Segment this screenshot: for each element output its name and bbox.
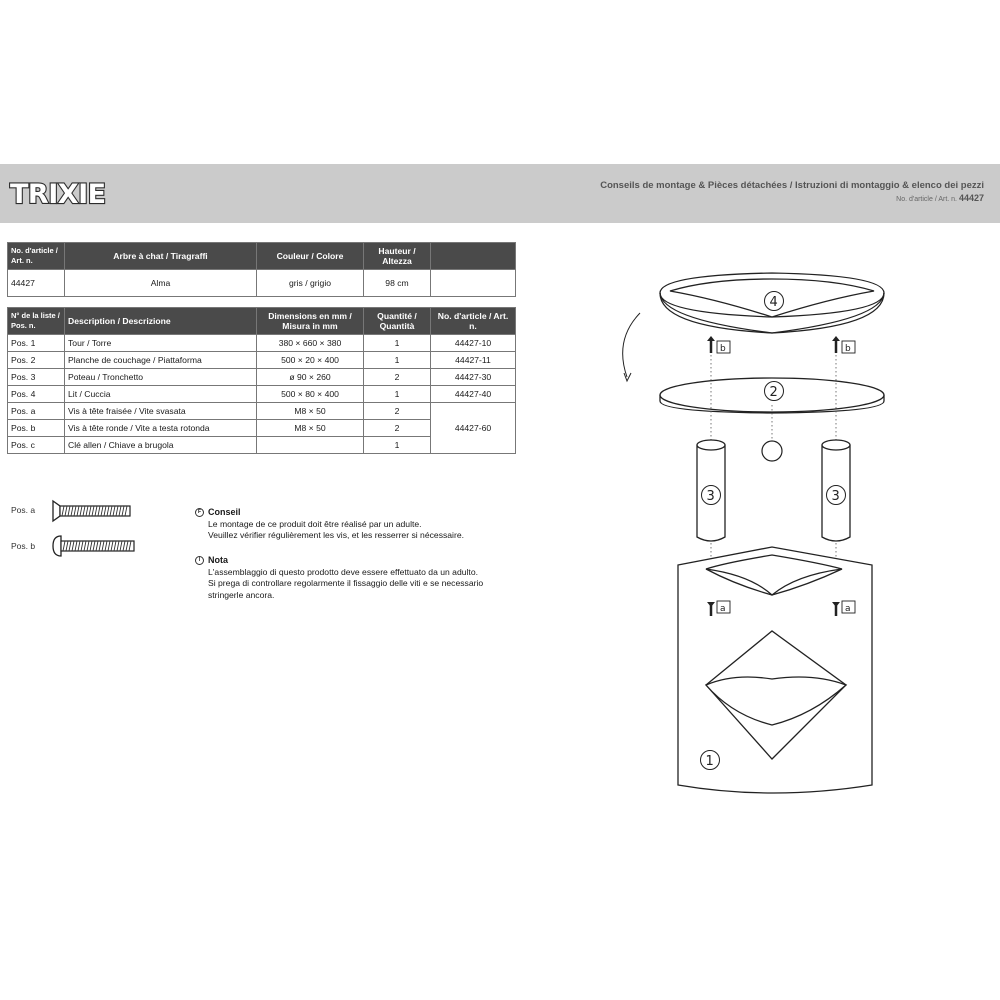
nota-line-3: stringerle ancora.: [208, 589, 275, 600]
nota-note: [195, 555, 483, 601]
conseil-note: [195, 507, 464, 542]
rotation-arrowhead-icon: [624, 373, 631, 381]
cell-description: Tour / Torre: [65, 335, 257, 352]
part-3a-number: 3: [706, 489, 715, 504]
cell-part-no: 44427-30: [431, 369, 516, 386]
header-dimensions: Dimensions en mm / Misura in mm: [257, 308, 364, 335]
cell-color: gris / grigio: [257, 270, 364, 297]
round-head-screw-icon: [52, 534, 136, 558]
screw-b-label: Pos. b: [11, 541, 36, 551]
cell-pos: Pos. 2: [8, 352, 65, 369]
cell-description: Clé allen / Chiave a brugola: [65, 437, 257, 454]
nota-title: Nota: [208, 555, 228, 565]
cell-dimensions: ø 90 × 260: [257, 369, 364, 386]
parts-table: [7, 307, 516, 454]
cell-description: Planche de couchage / Piattaforma: [65, 352, 257, 369]
cell-description: Vis à tête ronde / Vite a testa rotonda: [65, 420, 257, 437]
header-description: Description / Descrizione: [65, 308, 257, 335]
conseil-line-2: Veuillez vérifier régulièrement les vis, et les resserrer si nécessaire.: [208, 530, 464, 540]
header-pos: N° de la liste / Pos. n.: [8, 308, 65, 335]
cell-quantity: 1: [364, 437, 431, 454]
part-1-number: 1: [705, 754, 714, 769]
table-row: [8, 403, 516, 420]
cell-quantity: 1: [364, 386, 431, 403]
french-flag-icon: F: [195, 508, 204, 517]
cell-quantity: 2: [364, 369, 431, 386]
countersunk-screw-icon: [52, 500, 132, 522]
header-height: Hauteur / Altezza: [364, 243, 431, 270]
product-table-header: [8, 243, 516, 270]
screw-a-left-label: a: [720, 604, 726, 614]
cell-part-no: 44427-10: [431, 335, 516, 352]
table-row: [8, 335, 516, 352]
cell-part-no: 44427-40: [431, 386, 516, 403]
cell-dimensions: [257, 437, 364, 454]
cell-quantity: 2: [364, 403, 431, 420]
cell-pos: Pos. b: [8, 420, 65, 437]
header-part-no: No. d'article / Art. n.: [431, 308, 516, 335]
cell-empty: [431, 270, 516, 297]
header-empty: [431, 243, 516, 270]
conseil-title: Conseil: [208, 507, 241, 517]
parts-table-header: [8, 308, 516, 335]
cell-part-no-merged: 44427-60: [431, 403, 516, 454]
cell-description: Lit / Cuccia: [65, 386, 257, 403]
screw-a-label: Pos. a: [11, 505, 36, 515]
cell-part-no: 44427-11: [431, 352, 516, 369]
cell-description: Poteau / Tronchetto: [65, 369, 257, 386]
logo-text: TRIXIE: [10, 179, 106, 210]
screw-b-left-label: b: [720, 344, 726, 354]
cell-pos: Pos. 4: [8, 386, 65, 403]
table-row: [8, 352, 516, 369]
conseil-heading: [195, 507, 464, 519]
screw-a-right-label: a: [845, 604, 851, 614]
rotation-arrow-icon: [623, 313, 640, 377]
article-label: No. d'article / Art. n.: [896, 196, 958, 203]
cell-pos: Pos. 1: [8, 335, 65, 352]
part-4-number: 4: [769, 295, 778, 310]
product-table-row: [8, 270, 516, 297]
cell-quantity: 2: [364, 420, 431, 437]
header-quantity: Quantité / Quantità: [364, 308, 431, 335]
hanging-ball-icon: [762, 441, 782, 461]
nota-heading: [195, 555, 483, 567]
cell-product: Alma: [65, 270, 257, 297]
table-row: [8, 369, 516, 386]
cell-dimensions: 500 × 80 × 400: [257, 386, 364, 403]
cell-pos: Pos. c: [8, 437, 65, 454]
screw-b-left-icon: [707, 336, 730, 354]
header-product: Arbre à chat / Tiragraffi: [65, 243, 257, 270]
cell-quantity: 1: [364, 335, 431, 352]
assembly-diagram: [600, 255, 1000, 815]
cell-article-no: 44427: [8, 270, 65, 297]
screw-b-right-icon: [832, 336, 855, 354]
product-table: [7, 242, 516, 297]
nota-line-2: Si prega di controllare regolarmente il fissaggio delle viti e se necessario: [208, 578, 484, 588]
cell-height: 98 cm: [364, 270, 431, 297]
cell-dimensions: M8 × 50: [257, 403, 364, 420]
part-3b-number: 3: [831, 489, 840, 504]
article-reference: [896, 193, 984, 203]
conseil-line-1: Le montage de ce produit doit être réalisé par un adulte.: [208, 518, 422, 529]
header-article-no: No. d'article / Art. n.: [8, 243, 65, 270]
cell-dimensions: 500 × 20 × 400: [257, 352, 364, 369]
table-row: [8, 386, 516, 403]
italian-flag-icon: I: [195, 556, 204, 565]
cell-description: Vis à tête fraisée / Vite svasata: [65, 403, 257, 420]
cell-dimensions: M8 × 50: [257, 420, 364, 437]
cell-pos: Pos. 3: [8, 369, 65, 386]
cell-dimensions: 380 × 660 × 380: [257, 335, 364, 352]
header-bar: [0, 164, 1000, 223]
article-number: 44427: [958, 193, 984, 203]
screw-b-right-label: b: [845, 344, 851, 354]
trixie-logo: [8, 173, 106, 213]
part-2-number: 2: [769, 385, 778, 400]
cell-pos: Pos. a: [8, 403, 65, 420]
cell-quantity: 1: [364, 352, 431, 369]
document-title: Conseils de montage & Pièces détachées / Istruzioni di montaggio & elenco dei pezzi: [600, 180, 984, 191]
header-color: Couleur / Colore: [257, 243, 364, 270]
nota-line-1: L'assemblaggio di questo prodotto deve essere effettuato da un adulto.: [208, 566, 478, 577]
